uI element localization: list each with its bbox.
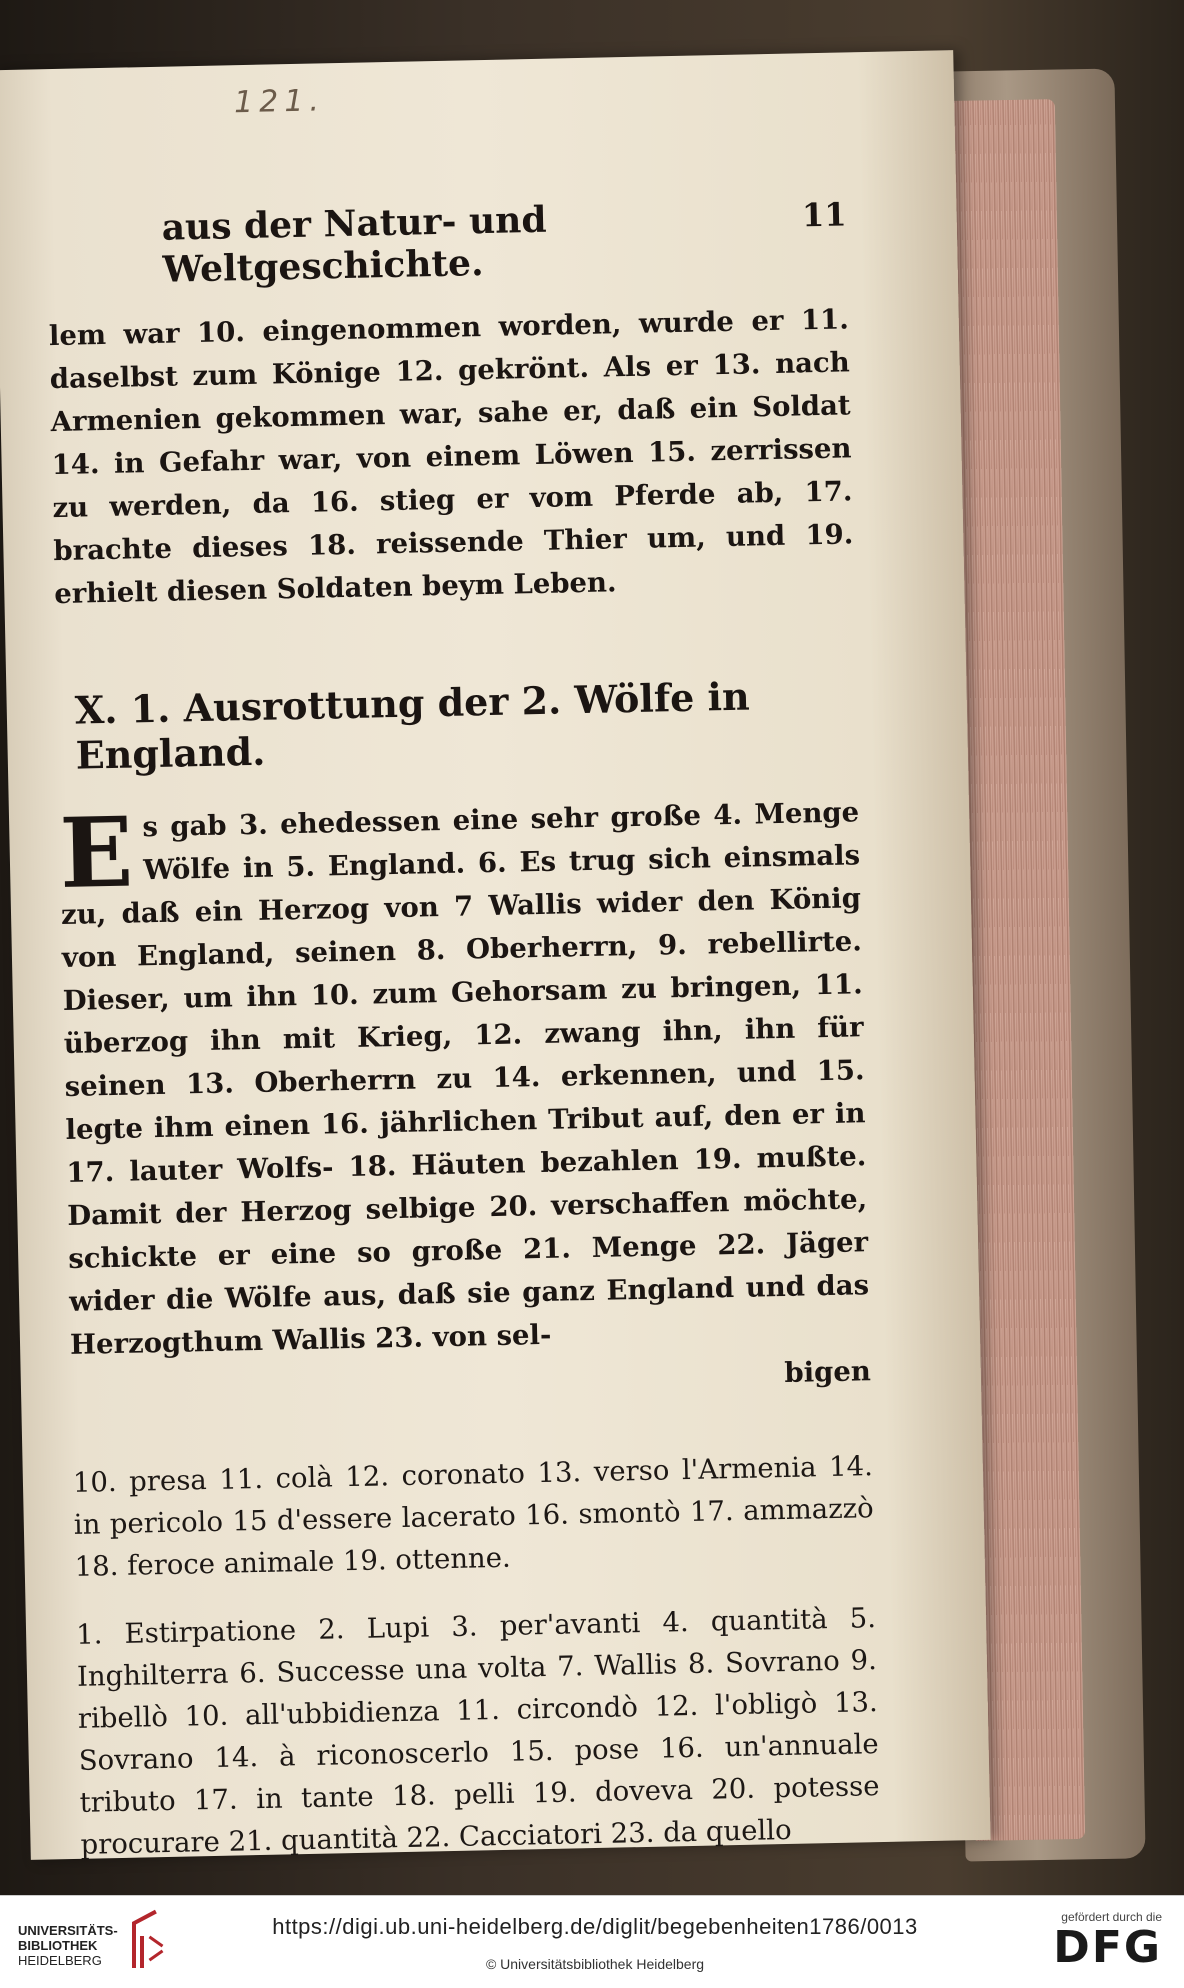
funder-logo[interactable] xyxy=(1053,1910,1162,1972)
dfg-logo-icon: DFG xyxy=(1053,1922,1162,1973)
library-logo[interactable] xyxy=(18,1918,166,1972)
library-name xyxy=(18,1923,118,1968)
catchword: bigen xyxy=(784,1355,872,1389)
permalink-url[interactable]: https://digi.ub.uni-heidelberg.de/diglit/begebenheiten1786/0013 xyxy=(272,1914,918,1939)
library-name-line-1: UNIVERSITÄTS- xyxy=(18,1922,118,1938)
paragraph-main-text: s gab 3. ehedessen eine sehr große 4. Menge Wölfe in 5. England. 6. Es trug sich einsmals zu, daß ein Herzog von 7 Wallis wider den König von England, seinen 8. Oberherrn, 9. rebellirte. Dieser, um ihn 10. zum Gehorsam zu bringen, 11. überzog ihn mit Krieg, 12. zwang ihn, ihn für seinen 13. Oberherrn zu 14. erkennen, und 15. legte ihm einen 16. jährlichen Tribut auf, den er in 17. lauter Wolfs- 18. Häuten bezahlen 19. mußte. Damit der Herzog selbige 20. verschaffen möchte, schickte er eine so große 21. Menge 22. Jäger wider die Wölfe aus, daß sie ganz England und das Herzogthum Wallis 23. von sel- xyxy=(60,796,870,1361)
running-head: aus der Natur- und Weltgeschichte. xyxy=(161,198,547,291)
book-page xyxy=(0,50,991,1860)
page-number: 11 xyxy=(801,195,847,235)
copyright-notice: © Universitätsbibliothek Heidelberg xyxy=(485,1956,705,1972)
margin-note: 121. xyxy=(233,83,326,121)
footnote-block-1: 10. presa 11. colà 12. coronato 13. verso l'Armenia 14. in pericolo 15 d'essere lacerato 16. smontò 17. ammazzò 18. feroce animale 19. ottenne. xyxy=(72,1450,875,1583)
drop-initial: E xyxy=(58,795,135,911)
footnotes xyxy=(73,1445,881,1866)
funder-label: gefördert durch die xyxy=(1061,1910,1162,1924)
paragraph-main xyxy=(59,791,871,1367)
paragraph-continued: lem war 10. eingenommen worden, wurde er 11. daselbst zum Könige 12. gekrönt. Als er 13. nach Armenien gekommen war, sahe er, daß ein Soldat 14. in Gefahr war, von einem Löwen 15. zerrissen zu werden, da 16. stieg er vom Pferde ab, 17. brachte dieses 18. reissende Thier um, und 19. erhielt diesen Soldaten beym Leben. xyxy=(48,303,854,611)
section-heading: X. 1. Ausrottung der 2. Wölfe in England. xyxy=(74,673,751,778)
page-content xyxy=(46,192,881,1891)
footnote-block-2: 1. Estirpatione 2. Lupi 3. per'avanti 4. quantità 5. Inghilterra 6. Successe una volta 7. Wallis 8. Sovrano 9. ribellò 10. all'ubbidienza 11. circondò 12. l'obligò 13. Sovrano 14. à riconoscerlo 15. pose 16. un'annuale tributo 17. in tante 18. pelli 19. doveva 20. potesse procurare 21. quantità 22. Cacciatori 23. da quello xyxy=(75,1602,880,1861)
library-emblem-icon xyxy=(126,1918,166,1972)
running-header xyxy=(46,192,848,293)
library-name-line-2: BIBLIOTHEK xyxy=(18,1937,98,1953)
viewer-footer xyxy=(0,1895,1184,1988)
library-name-line-3: HEIDELBERG xyxy=(18,1952,102,1968)
